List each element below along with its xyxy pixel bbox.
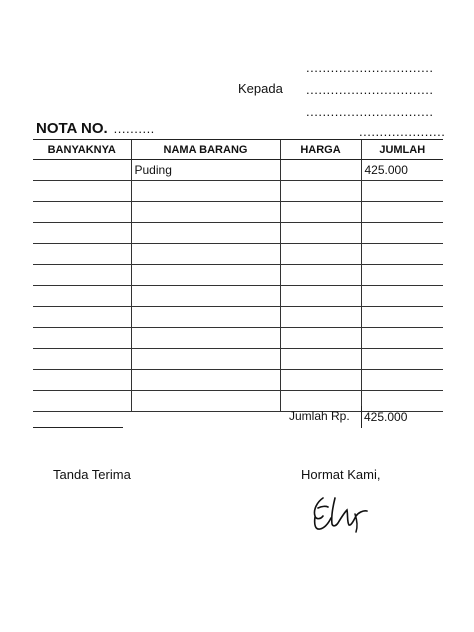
cell-harga (280, 286, 361, 307)
cell-harga (280, 244, 361, 265)
signature (309, 492, 375, 536)
cell-banyaknya (33, 328, 131, 349)
table-row (33, 265, 443, 286)
cell-nama-barang: Puding (131, 160, 280, 181)
cell-banyaknya (33, 391, 131, 412)
table-row (33, 223, 443, 244)
cell-harga (280, 181, 361, 202)
cell-banyaknya (33, 286, 131, 307)
signature-icon (309, 492, 375, 536)
cell-jumlah (361, 349, 443, 370)
nota-title (36, 120, 155, 137)
total-divider (361, 406, 362, 428)
cell-banyaknya (33, 244, 131, 265)
table-row (33, 181, 443, 202)
cell-nama-barang (131, 223, 280, 244)
cell-harga (280, 328, 361, 349)
col-header-jumlah: JUMLAH (361, 140, 443, 160)
cell-jumlah (361, 244, 443, 265)
cell-banyaknya (33, 370, 131, 391)
cell-jumlah (361, 307, 443, 328)
cell-jumlah (361, 286, 443, 307)
recipient-dots-address: ............................... (306, 104, 434, 119)
table-row (33, 328, 443, 349)
cell-harga (280, 202, 361, 223)
recipient-dots-name: ............................... (306, 82, 434, 97)
cell-banyaknya (33, 202, 131, 223)
cell-nama-barang (131, 391, 280, 412)
items-table (33, 139, 443, 412)
sender-label: Hormat Kami, (301, 467, 381, 482)
table-row (33, 160, 443, 181)
cell-harga (280, 307, 361, 328)
receiver-label: Tanda Terima (53, 467, 131, 482)
footer-rule (33, 427, 123, 428)
cell-nama-barang (131, 370, 280, 391)
nota-title-label: NOTA NO. (36, 120, 108, 137)
cell-nama-barang (131, 265, 280, 286)
cell-nama-barang (131, 328, 280, 349)
nota-date-dots: ..................... (359, 124, 446, 139)
cell-banyaknya (33, 265, 131, 286)
col-header-harga: HARGA (280, 140, 361, 160)
cell-banyaknya (33, 307, 131, 328)
cell-banyaknya (33, 160, 131, 181)
table-row (33, 202, 443, 223)
table-row (33, 370, 443, 391)
cell-jumlah (361, 328, 443, 349)
cell-jumlah (361, 370, 443, 391)
cell-nama-barang (131, 307, 280, 328)
col-header-nama-barang: NAMA BARANG (131, 140, 280, 160)
recipient-label: Kepada (238, 81, 283, 96)
recipient-dots-top: ............................... (306, 60, 434, 75)
cell-jumlah (361, 181, 443, 202)
total-label: Jumlah Rp. (289, 409, 350, 423)
cell-harga (280, 349, 361, 370)
cell-nama-barang (131, 244, 280, 265)
cell-harga (280, 265, 361, 286)
table-row (33, 391, 443, 412)
cell-jumlah: 425.000 (361, 160, 443, 181)
cell-nama-barang (131, 286, 280, 307)
cell-banyaknya (33, 349, 131, 370)
cell-harga (280, 370, 361, 391)
table-row (33, 286, 443, 307)
cell-harga (280, 160, 361, 181)
cell-jumlah (361, 265, 443, 286)
table-row (33, 349, 443, 370)
table-row (33, 307, 443, 328)
cell-banyaknya (33, 181, 131, 202)
cell-jumlah (361, 223, 443, 244)
col-header-banyaknya: BANYAKNYA (33, 140, 131, 160)
total-value: 425.000 (364, 410, 408, 424)
cell-banyaknya (33, 223, 131, 244)
cell-jumlah (361, 391, 443, 412)
cell-nama-barang (131, 181, 280, 202)
cell-harga (280, 223, 361, 244)
cell-jumlah (361, 202, 443, 223)
table-row (33, 244, 443, 265)
cell-nama-barang (131, 349, 280, 370)
table-header-row (33, 140, 443, 160)
cell-nama-barang (131, 202, 280, 223)
nota-number-dots: .......... (113, 121, 155, 136)
